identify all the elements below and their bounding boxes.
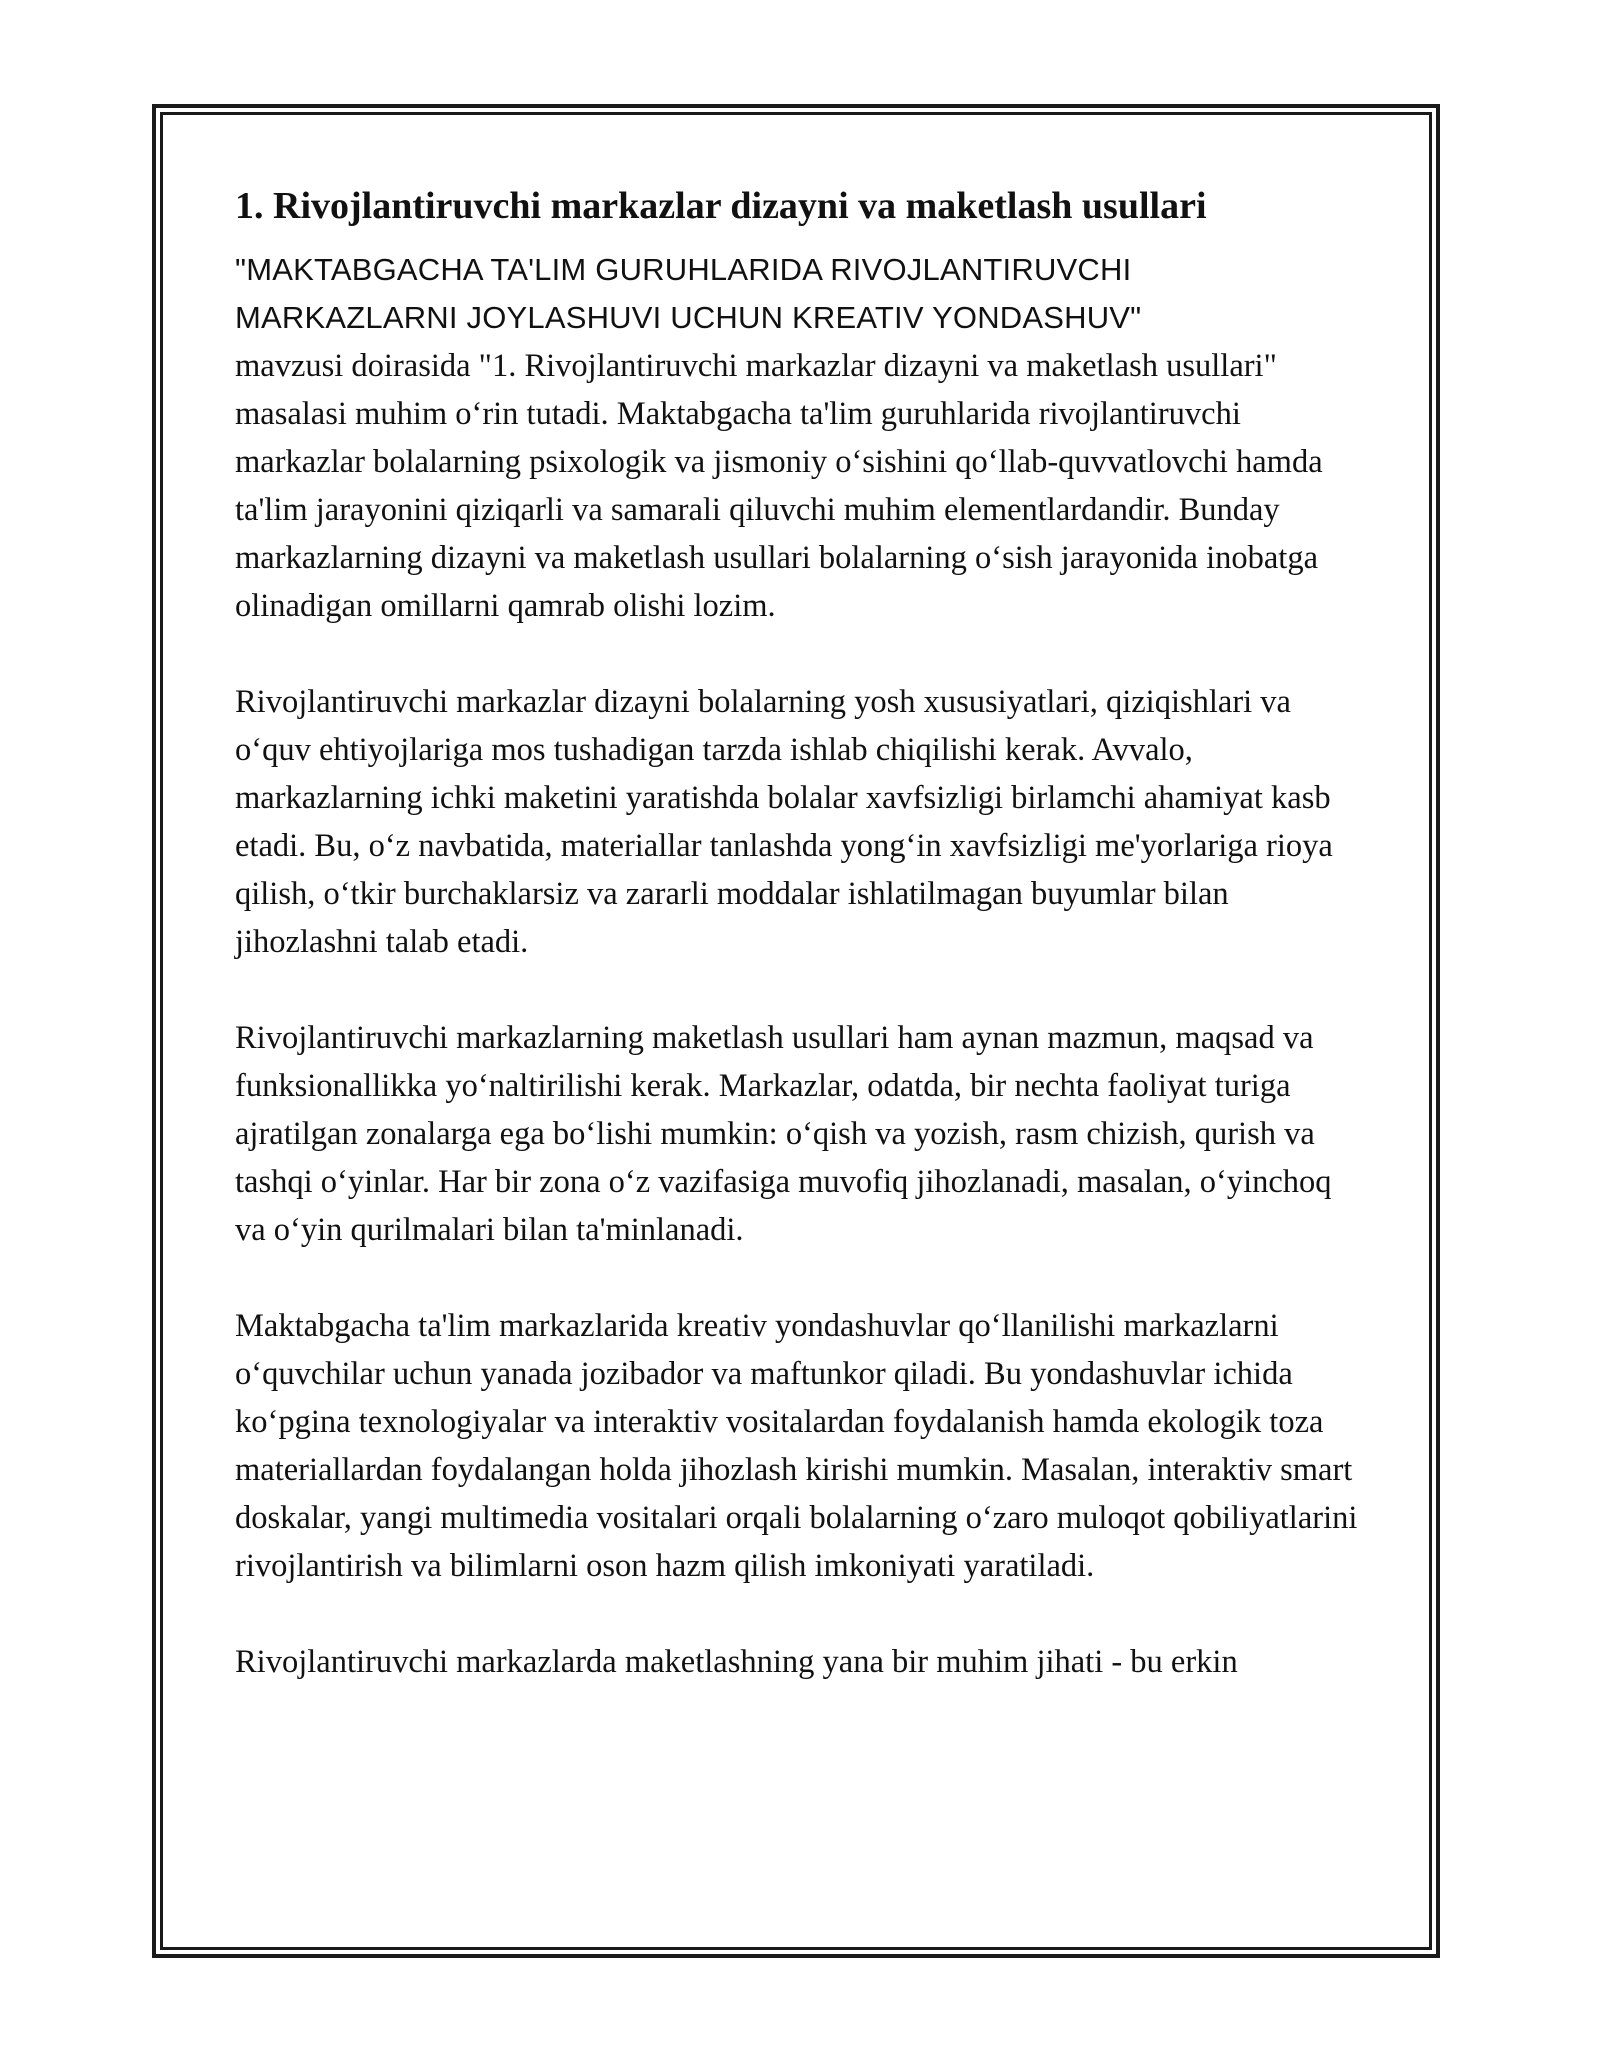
paragraph-2: Rivojlantiruvchi markazlar dizayni bolalarning yosh xususiyatlari, qiziqishlari va o‘quv ehtiyojlariga mos tushadigan tarzda ishlab chiqilishi kerak. Avvalo, markazlarning ichki maketini yaratishda bolalar xavfsizligi birlamchi ahamiyat kasb etadi. Bu, o‘z navbatida, materiallar tanlashda yong‘in xavfsizligi me'yorlariga rioya qilish, o‘tkir burchaklarsiz va zararli moddalar ishlatilmagan buyumlar bilan jihozlashni talab etadi. — [235, 684, 1333, 960]
document-title: 1. Rivojlantiruvchi markazlar dizayni va maketlash usullari — [235, 185, 1207, 227]
paragraph-5: Rivojlantiruvchi markazlarda maketlashning yana bir muhim jihati - bu erkin — [235, 1644, 1238, 1680]
topic-title-line-2: MARKAZLARNI JOYLASHUVI UCHUN KREATIV YONDASHUV" — [235, 300, 1142, 335]
document-body — [235, 182, 1370, 1686]
paragraph-1: mavzusi doirasida "1. Rivojlantiruvchi markazlar dizayni va maketlash usullari" masalasi muhim o‘rin tutadi. Maktabgacha ta'lim guruhlarida rivojlantiruvchi markazlar bolalarning psixologik va jismoniy o‘sishini qo‘llab-quvvatlovchi hamda ta'lim jarayonini qiziqarli va samarali qiluvchi muhim elementlardandir. Bunday markazlarning dizayni va maketlash usullari bolalarning o‘sish jarayonida inobatga olinadigan omillarni qamrab olishi lozim. — [235, 348, 1323, 624]
topic-title-line-1: "MAKTABGACHA TA'LIM GURUHLARIDA RIVOJLANTIRUVCHI — [235, 252, 1132, 287]
paragraph-3: Rivojlantiruvchi markazlarning maketlash usullari ham aynan mazmun, maqsad va funksionallikka yo‘naltirilishi kerak. Markazlar, odatda, bir nechta faoliyat turiga ajratilgan zonalarga ega bo‘lishi mumkin: o‘qish va yozish, rasm chizish, qurish va tashqi o‘yinlar. Har bir zona o‘z vazifasiga muvofiq jihozlanadi, masalan, o‘yinchoq va o‘yin qurilmalari bilan ta'minlanadi. — [235, 1020, 1332, 1248]
paragraph-4: Maktabgacha ta'lim markazlarida kreativ yondashuvlar qo‘llanilishi markazlarni o‘quvchilar uchun yanada jozibador va maftunkor qiladi. Bu yondashuvlar ichida ko‘pgina texnologiyalar va interaktiv vositalardan foydalanish hamda ekologik toza materiallardan foydalangan holda jihozlash kirishi mumkin. Masalan, interaktiv smart doskalar, yangi multimedia vositalari orqali bolalarning o‘zaro muloqot qobiliyatlarini rivojlantirish va bilimlarni oson hazm qilish imkoniyati yaratiladi. — [235, 1308, 1358, 1584]
